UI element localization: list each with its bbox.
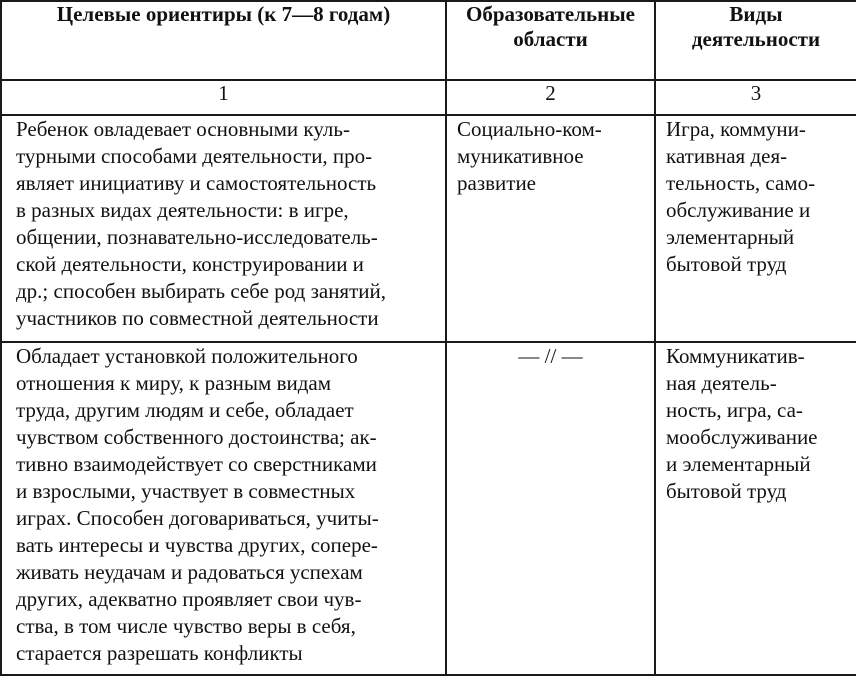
text-line: элементарный [666,225,795,249]
text-line: ства, в том числе чувство веры в себя, [16,614,356,638]
column-number: 2 [446,80,655,115]
areas-cell [446,115,655,342]
text-line: вать интересы и чувства других, сопере- [16,533,378,557]
text-line: кативная дея- [666,144,788,168]
text-line: Игра, коммуни- [666,117,806,141]
column-number-row [1,80,856,115]
header-goals-text: Целевые ориентиры (к 7—8 годам) [56,2,391,26]
text-line: других, адекватно проявляет свои чув- [16,587,362,611]
header-activity-types [655,1,856,80]
text-line: Социально-ком- [457,117,602,141]
text-line: и элементарный [666,452,811,476]
header-activities-line: деятельности [691,27,821,51]
table-row [1,342,856,675]
goals-cell [1,342,446,675]
text-line: бытовой труд [666,479,787,503]
text-line: чувством собственного достоинства; ак- [16,425,377,449]
text-line: в разных видах деятельности: в игре, [16,198,349,222]
goals-cell [1,115,446,342]
text-line: являет инициативу и самостоятельность [16,171,377,195]
table-row [1,115,856,342]
text-line: ность, игра, са- [666,398,803,422]
text-line: отношения к миру, к разным видам [16,371,332,395]
text-line: развитие [457,171,537,195]
text-line: участников по совместной деятельности [16,306,379,330]
areas-cell [446,342,655,675]
text-line: бытовой труд [666,252,787,276]
header-educational-areas [446,1,655,80]
header-areas-line: области [513,27,588,51]
text-line: мообслуживание [666,425,818,449]
text-line: старается разрешать конфликты [16,641,303,665]
header-activities-line: Виды [729,2,783,26]
activities-cell [655,342,856,675]
text-line: тивно взаимодействует со сверстниками [16,452,377,476]
text-line: играх. Способен договариваться, учиты- [16,506,379,530]
text-line: живать неудачам и радоваться успехам [16,560,363,584]
text-line: Ребенок овладевает основными куль- [16,117,350,141]
text-line: общении, познавательно-исследователь- [16,225,378,249]
header-goals [1,1,446,80]
activities-cell [655,115,856,342]
text-line: др.; способен выбирать себе род занятий, [16,279,386,303]
column-number: 1 [1,80,446,115]
column-number: 3 [655,80,856,115]
text-line: Коммуникатив- [666,344,805,368]
text-line: ской деятельности, конструировании и [16,252,364,276]
text-line: труда, другим людям и себе, обладает [16,398,354,422]
text-line: Обладает установкой положительного [16,344,358,368]
table-header-row [1,1,856,80]
text-line: турными способами деятельности, про- [16,144,373,168]
header-areas-line: Образовательные [466,2,635,26]
ditto-mark: — // — [518,344,583,368]
text-line: обслуживание и [666,198,811,222]
text-line: и взрослыми, участвует в совместных [16,479,356,503]
text-line: тельность, само- [666,171,816,195]
text-line: муникативное [457,144,584,168]
text-line: ная деятель- [666,371,777,395]
